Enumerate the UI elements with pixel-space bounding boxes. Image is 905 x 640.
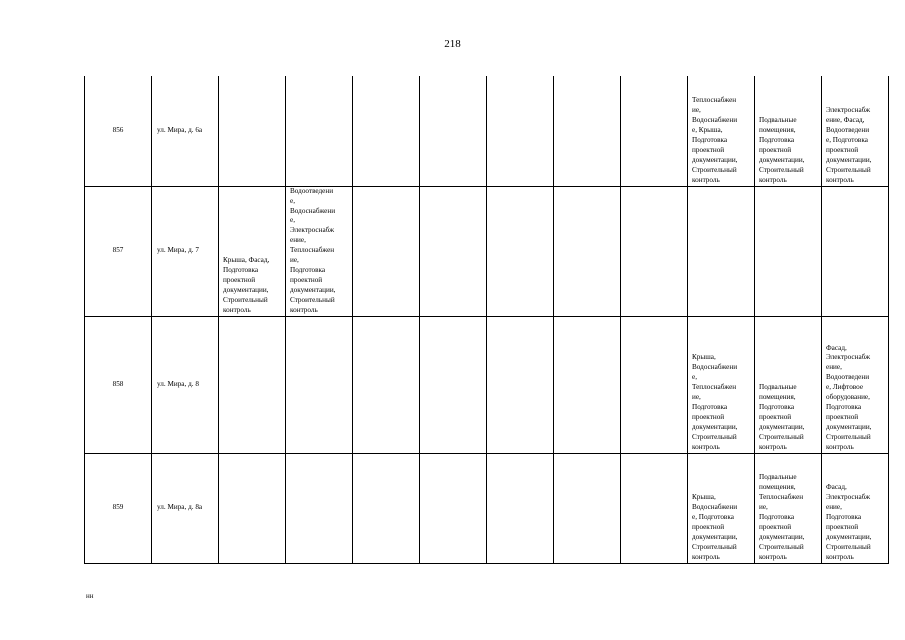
work-cell	[822, 316, 889, 453]
work-cell	[688, 316, 755, 453]
work-cell	[286, 453, 353, 563]
page-number: 218	[444, 38, 461, 50]
address-cell	[152, 76, 219, 186]
empty-cell	[621, 316, 688, 453]
work-cell	[219, 76, 286, 186]
empty-cell	[353, 453, 420, 563]
cell-text: Крыша, Водоснабжени е, Теплоснабжен ие, Подготовка проектной документации, Строительный контроль	[692, 353, 738, 451]
cell-text: Фасад, Электроснабж ение, Водоотведени е, Лифтовое оборудование, Подготовка проектной документации, Строительный контроль	[826, 343, 872, 451]
work-cell	[219, 186, 286, 316]
cell-text: Подвальные помещения, Теплоснабжен ие, Подготовка проектной документации, Строительный контроль	[759, 473, 805, 561]
empty-cell	[554, 76, 621, 186]
work-cell	[822, 186, 889, 316]
work-cell	[755, 316, 822, 453]
repair-schedule-table	[84, 76, 889, 564]
cell-text: 858	[112, 379, 124, 388]
work-cell	[688, 453, 755, 563]
cell-text: Водоотведени е, Водоснабжени е, Электроснабж ение, Теплоснабжен ие, Подготовка проектной документации, Строительный контроль	[290, 186, 336, 314]
row-number-cell	[85, 453, 152, 563]
cell-text: Теплоснабжен ие, Водоснабжени е, Крыша, Подготовка проектной документации, Строительный контроль	[692, 96, 738, 184]
empty-cell	[487, 76, 554, 186]
empty-cell	[420, 76, 487, 186]
cell-text: Электроснабж ение, Фасад, Водоотведени е, Подготовка проектной документации, Строительный контроль	[826, 106, 872, 184]
work-cell	[286, 186, 353, 316]
empty-cell	[487, 316, 554, 453]
address-cell	[152, 186, 219, 316]
cell-text: Подвальные помещения, Подготовка проектной документации, Строительный контроль	[759, 116, 805, 184]
empty-cell	[420, 453, 487, 563]
cell-text: Фасад, Электроснабж ение, Подготовка проектной документации, Строительный контроль	[826, 483, 872, 561]
work-cell	[755, 453, 822, 563]
empty-cell	[487, 453, 554, 563]
empty-cell	[353, 316, 420, 453]
empty-cell	[420, 186, 487, 316]
cell-text: Крыша, Водоснабжени е, Подготовка проектной документации, Строительный контроль	[692, 493, 738, 561]
work-cell	[822, 453, 889, 563]
table-row	[85, 316, 889, 453]
empty-cell	[353, 186, 420, 316]
address-cell	[152, 316, 219, 453]
row-number-cell	[85, 316, 152, 453]
empty-cell	[621, 186, 688, 316]
work-cell	[822, 76, 889, 186]
cell-text: Подвальные помещения, Подготовка проектной документации, Строительный контроль	[759, 383, 805, 451]
cell-text: ул. Мира, д. 8	[157, 379, 199, 388]
empty-cell	[353, 76, 420, 186]
empty-cell	[554, 316, 621, 453]
cell-text: ул. Мира, д. 7	[157, 246, 199, 255]
work-cell	[219, 316, 286, 453]
row-number-cell	[85, 76, 152, 186]
row-number-cell	[85, 186, 152, 316]
work-cell	[286, 316, 353, 453]
cell-text: 859	[112, 503, 124, 512]
table-row	[85, 453, 889, 563]
empty-cell	[554, 453, 621, 563]
work-cell	[286, 76, 353, 186]
address-cell	[152, 453, 219, 563]
work-cell	[688, 186, 755, 316]
work-cell	[688, 76, 755, 186]
footnote: нн	[86, 592, 94, 600]
work-cell	[219, 453, 286, 563]
table-row	[85, 76, 889, 186]
cell-text: ул. Мира, д. 6а	[157, 125, 203, 134]
empty-cell	[621, 453, 688, 563]
work-cell	[755, 76, 822, 186]
cell-text: 857	[112, 246, 124, 255]
empty-cell	[420, 316, 487, 453]
cell-text: 856	[112, 125, 124, 134]
empty-cell	[554, 186, 621, 316]
work-cell	[755, 186, 822, 316]
table-row	[85, 186, 889, 316]
empty-cell	[621, 76, 688, 186]
cell-text: Крыша, Фасад, Подготовка проектной документации, Строительный контроль	[223, 256, 270, 314]
cell-text: ул. Мира, д. 8а	[157, 503, 203, 512]
empty-cell	[487, 186, 554, 316]
